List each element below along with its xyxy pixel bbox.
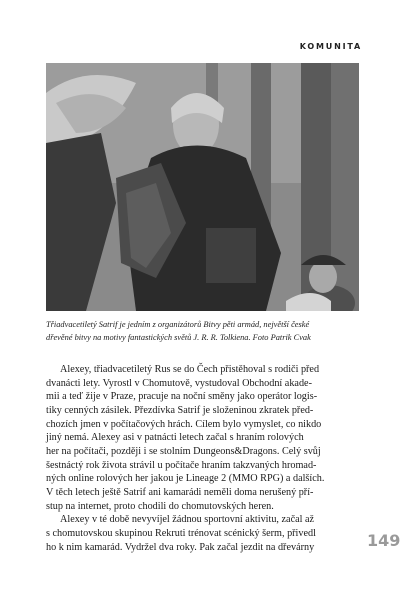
- text-line: mii a teď žije v Praze, pracuje na noční směny jako operátor logis-: [46, 391, 318, 403]
- text-line: dvanácti lety. Vyrostl v Chomutově, vystudoval Obchodní akade-: [46, 377, 312, 389]
- text-line: V těch letech ještě Satrif ani kamarádi neměli doma nerušený pří-: [46, 486, 314, 498]
- caption-line: Třiadvacetiletý Satrif je jedním z organizátorů Bitvy pěti armád, největší české: [46, 320, 310, 329]
- photo-caption: [46, 318, 364, 344]
- paragraph: [46, 513, 364, 554]
- text-line: her na počítači, později i se stolním Dungeons&Dragons. Celý svůj: [46, 445, 321, 457]
- text-line: Alexey, třiadvacetiletý Rus se do Čech přistěhoval s rodiči před: [60, 364, 320, 375]
- paragraph: [46, 363, 364, 513]
- text-line: tiky cenných zásilek. Přezdívka Satrif je složeninou zkratek před-: [46, 404, 314, 416]
- text-line: ných online rolových her jakou je Lineage 2 (MMO RPG) a dalších.: [46, 473, 325, 485]
- running-head: KOMUNITA: [299, 42, 362, 51]
- text-line: s chomutovskou skupinou Rekruti trénovat scénický šerm, přivedl: [46, 527, 316, 539]
- text-line: chozích jmen v počítačových hrách. Cílem bylo vymyslet, co nikdo: [46, 418, 322, 430]
- text-line: šestnáctý rok života strávil u počítače hraním takzvaných hromad-: [46, 459, 317, 471]
- page-number: 149: [367, 531, 401, 550]
- article-body: [46, 363, 364, 554]
- text-line: ho k nim kamarád. Vydržel dva roky. Pak začal jezdit na dřevárny: [46, 541, 315, 553]
- caption-line: dřevěné bitvy na motivy fantastických světů J. R. R. Tolkiena. Foto Patrik Cvak: [46, 333, 311, 342]
- text-line: stup na internet, proto chodili do chomutovských heren.: [46, 500, 274, 512]
- text-line: jiný nemá. Alexey asi v patnácti letech začal s hraním rolových: [46, 432, 304, 444]
- text-line: Alexey v té době nevyvíjel žádnou sportovní aktivitu, začal až: [60, 514, 315, 526]
- photo: [46, 63, 359, 311]
